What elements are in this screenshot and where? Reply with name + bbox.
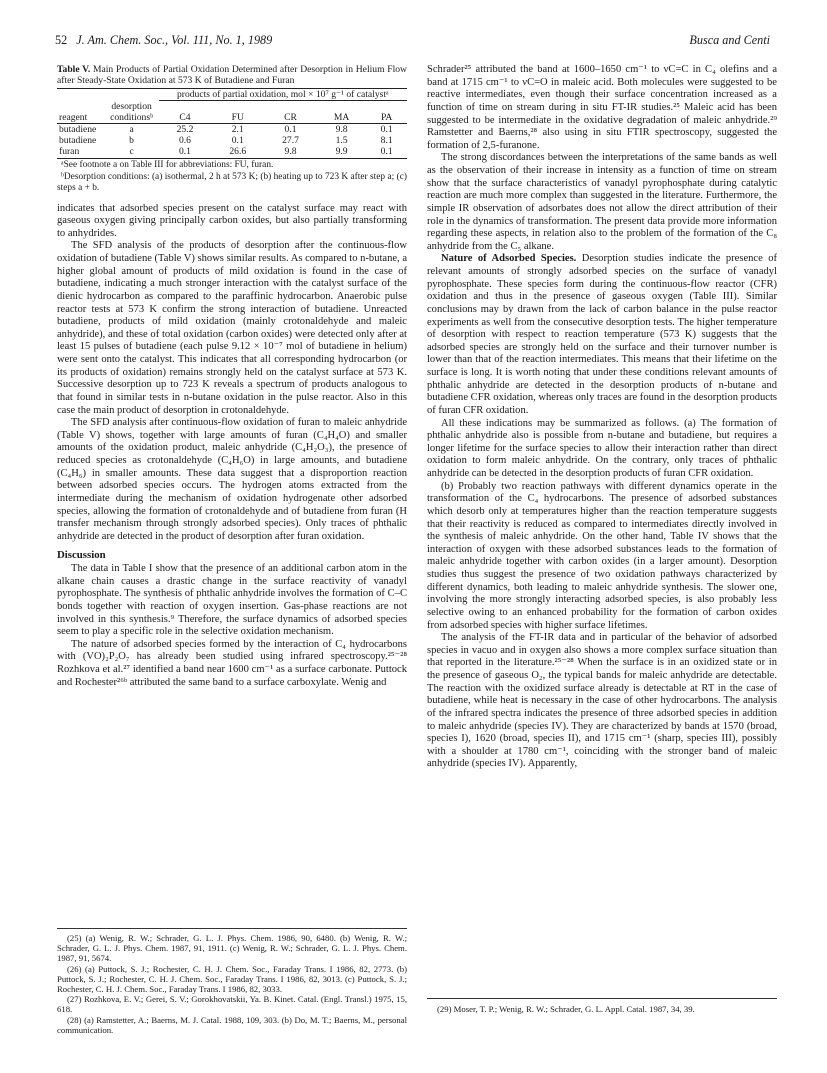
page-number: 52 <box>55 33 68 47</box>
th-reagent: reagent <box>57 112 105 124</box>
left-column <box>57 64 407 689</box>
page-header <box>55 33 770 49</box>
table-caption <box>57 64 407 87</box>
cell-value: 0.6 <box>178 135 191 147</box>
reference-item: (25) (a) Wenig, R. W.; Schrader, G. L. J. Phys. Chem. 1986, 90, 6480. (b) Wenig, R. W.; Schrader, G. L. J. Phys. Chem. 1987, 91, 1911. (c) Wenig, R. W.; Schrader, G. L. J. Phys. Chem. 1987, 91, 5674. <box>57 933 407 964</box>
running-authors: Busca and Centi <box>689 33 770 47</box>
cell-cond: b <box>129 135 134 147</box>
th-ma: MA <box>317 112 366 124</box>
right-paragraph-2: The strong discordances between the interpretations of the same bands as well as the observation of their increase in intensity as a function of time on stream show that the surface characteristics of vanadyl pyrophosphate during catalytic reaction are much more complex than suggested in the literature. Furthermore, the simple IR observation of adsorbates does not allow the direct attribution of their role in the dynamics of transformation. The present data provide more information regarding these aspects, in relation also to the problem of the formation of the C₈ anhydride from the C₅ alkane. <box>427 152 777 252</box>
left-paragraph-2: The SFD analysis of the products of desorption after the continuous-flow oxidation of butadiene (Table V) shows similar results. As compared to n-butane, a higher global amount of products of mild oxidation is found in the case of butadiene, indicating a much stronger interaction with the catalyst surface of the dienic hydrocarbon as compared to the paraffinic hydrocarbon. Anaerobic pulse reactor tests at 573 K confirm the strong interaction of butadiene. Unreacted butadiene, products of mild oxidation (mainly crotonaldehyde and maleic anhydride), and these of total oxidation (carbon oxides) were detected only after at least 15 pulses of butadiene (each pulse 9.12 × 10⁻⁷ mol of butadiene in helium) were sent onto the catalyst. This indicates that all corresponding hydrocarbon (or its products of oxidation) remains strongly held on the catalyst surface at 573 K. Successive desorption up to 723 K reveals a spectrum of products analogous to that found in similar tests in n-butane oxidation in the pulse reactor. Also in this case the main product of desorption in crotonaldehyde. <box>57 240 407 416</box>
discussion-heading: Discussion <box>57 549 106 562</box>
table-caption-label: Table V. <box>57 64 91 75</box>
cell-value: 9.8 <box>264 146 317 158</box>
cell-value: 0.1 <box>159 146 212 158</box>
cell-value: 8.1 <box>380 135 393 147</box>
nature-heading: Nature of Adsorbed Species. <box>441 253 577 265</box>
table-footnote-a: ᵃSee footnote a on Table III for abbreviations: FU, furan. <box>61 159 274 170</box>
references-left <box>57 928 407 1035</box>
cell-value: 0.1 <box>366 146 407 158</box>
journal-citation: J. Am. Chem. Soc., Vol. 111, No. 1, 1989 <box>76 33 273 47</box>
th-products-group: products of partial oxidation, mol × 10⁷ g⁻¹ of catalystᵃ <box>159 88 407 100</box>
table-v-grid <box>57 88 407 159</box>
left-paragraph-4: The data in Table I show that the presence of an additional carbon atom in the alkane chain causes a drastic change in the surface reactivity of vanadyl pyrophosphate. The synthesis of phthalic anhydride involves the formation of C–C bonds together with reaction of oxygen insertion. Gas-phase reactions are not involved in this synthesis.⁹ Therefore, the surface dynamics of adsorbed species seem to play a specific role in the selective oxidation mechanism. <box>57 563 407 638</box>
th-c4: C4 <box>159 112 212 124</box>
left-paragraph-3: The SFD analysis after continuous-flow oxidation of furan to maleic anhydride (Table V) shows, together with large amounts of furan (C₄H₄O) and smaller amounts of the oxidation product, maleic anhydride (C₄H₂O₃), the presence of reduced species as crotonaldehyde (C₄H₆O) in large amounts, and butadiene (C₄H₆) in smaller amounts. These data suggest that a disproportion reaction between adsorbed species occurs. The hydrogen atoms extracted from the intermediate during the mechanism of oxidation hydrogenate other adsorbed species, allowing the formation of crotonaldehyde and of butadiene from furan (H transfer mechanism through strongly adsorbed species). Only traces of phthalic anhydride are detected in the product of desorption after furan oxidation. <box>57 417 407 542</box>
cell-reagent: butadiene <box>59 135 97 147</box>
reference-item: (26) (a) Puttock, S. J.; Rochester, C. H. J. Chem. Soc., Faraday Trans. I 1986, 82, 2773. (b) Puttock, S. J.; Rochester, C. H. J. Chem. Soc., Faraday Trans. I 1986, 82, 3013. (c) Puttock, S. J.; Rochester, C. H. J. Chem. Soc., Faraday Trans. I 1986, 82, 3033. <box>57 963 407 995</box>
right-paragraph-6: The analysis of the FT-IR data and in particular of the behavior of adsorbed species in vacuo and in oxygen also shows a more complex surface situation than that reported in the literature.²⁵⁻²⁸ When the surface is in an oxidized state or in the presence of gaseous O₂, the typical bands for maleic anhydride are detectable. The reaction with the oxidized surface already is detectable at RT in the case of butadiene, while heat is necessary in the case of other hydrocarbons. The analysis of the infrared spectra indicates the presence of three adsorbed species in addition to maleic anhydride (species IV). They are characterized by bands at 1570 (broad, species I), 1620 (broad, species II), and 1715 cm⁻¹ (sharp, species III), possibly with a shoulder at 1780 cm⁻¹, coinciding with the stronger band of maleic anhydride (species IV). Apparently, <box>427 632 777 770</box>
th-blank-2 <box>105 88 159 100</box>
references-right <box>427 998 777 1014</box>
th-blank-1 <box>57 88 105 100</box>
reference-item: (29) Moser, T. P.; Wenig, R. W.; Schrader, G. L. Appl. Catal. 1987, 34, 39. <box>437 1004 695 1014</box>
table-row <box>57 123 407 135</box>
th-pa: PA <box>366 112 407 124</box>
right-paragraph-3-text: Desorption studies indicate the presence of relevant amounts of strongly adsorbed species on the surface of vanadyl pyrophosphate. These species form during the continuous-flow reactor (CFR) oxidation and thus in the presence of gaseous oxygen (Table III). Similar conclusions may by drawn from the lack of carbon balance in the pulse reactor experiments as well from the consecutive desorption tests. The higher temperature of desorption with respect to reaction temperature (573 K) suggests that the adsorbed species are strongly held on the surface and their turnover number is lower than that of the reaction intermediates. This means that their lifetime on the surface is long. It is worth noting that under these conditions relevant amounts of phthalic anhydride are detected in the desorption products of n-butane and butadiene CFR oxidation, whereas only traces are found in the desorption products of furan CFR oxidation. <box>427 253 777 416</box>
left-paragraph-1: indicates that adsorbed species present on the catalyst surface may react with gaseous oxygen giving principally carbon oxides, but also partially transforming to anhydrides. <box>57 202 407 239</box>
cell-value: 2.1 <box>231 123 244 135</box>
cell-cond: c <box>105 146 159 158</box>
right-paragraph-1: Schrader²⁵ attributed the band at 1600–1650 cm⁻¹ to νC=C in C₄ olefins and a band at 1715 cm⁻¹ to νC=O in maleic acid. Both molecules were suggested to be reactive intermediates, even though their surface concentration increased as a function of time on stream during in situ FT-IR studies.²⁵ Maleic acid has been suggested to be intermediate in the oxidative degradation of maleic anhydride.²⁹ Ramstetter and Baerns,²⁸ also using in situ FTIR spectroscopy, suggested the formation of 2,5-furanone. <box>427 64 777 151</box>
cell-value: 0.1 <box>284 123 297 135</box>
cell-value: 0.1 <box>231 135 244 147</box>
reference-item: (27) Rozhkova, E. V.; Gerei, S. V.; Gorokhovatskii, Ya. B. Kinet. Catal. (Engl. Transl.) 1975, 15, 618. <box>57 994 407 1015</box>
left-paragraph-5: The nature of adsorbed species formed by the interaction of C₄ hydrocarbons with (VO)₂P₂O₇ has already been studied using infrared spectroscopy.²⁵⁻²⁸ Rozhkova et al.²⁷ identified a band near 1600 cm⁻¹ as a surface carbonate. Puttock and Rochester²⁶ᵇ attributed the same band to a surface carboxylate. Wenig and <box>57 638 407 688</box>
right-paragraph-5: (b) Probably two reaction pathways with different dynamics operate in the transformation of the C₄ hydrocarbons. The presence of adsorbed substances which desorb only at temperatures higher than the reaction temperature suggests that their reactivity is reduced as compared to intermediates directly involved in the synthesis of maleic anhydride. On the other hand, Table IV shows that the interaction of oxygen with these adsorbed substances leads to the formation of maleic anhydride together with carbon oxides (in a larger amount). Desorption studies thus suggest the presence of two oxidation pathways characterized by different dynamics, both leading to maleic anhydride synthesis. The slower one, involving the more strongly interacting adsorbed species, is also probably less selective owing to an enhanced probability for the formation of carbon oxides from adsorbed species with higher surface lifetimes. <box>427 480 777 631</box>
th-conditions-bottom: conditionsᵇ <box>105 112 159 124</box>
table-footnote-b: ᵇDesorption conditions: (a) isothermal, 2 h at 573 K; (b) heating up to 723 K after step a; (c) steps a + b. <box>57 171 407 193</box>
th-fu: FU <box>211 112 264 124</box>
table-row <box>57 135 407 146</box>
cell-value: 9.8 <box>335 123 348 135</box>
table-v <box>57 64 407 194</box>
right-column <box>427 64 777 771</box>
th-cr: CR <box>264 112 317 124</box>
th-blank-3 <box>57 101 105 112</box>
th-spacer <box>159 101 407 112</box>
th-conditions-top: desorption <box>111 100 152 112</box>
cell-value: 1.5 <box>335 135 348 147</box>
cell-value: 25.2 <box>176 123 194 135</box>
right-paragraph-3 <box>427 253 777 417</box>
cell-value: 26.6 <box>211 146 264 158</box>
table-row <box>57 146 407 158</box>
right-paragraph-4: All these indications may be summarized as follows. (a) The formation of phthalic anhydride also is possible from n-butane and butadiene, but requires a longer lifetime for the surface species to allow their interaction rather than direct oxidation to form maleic anhydride. On the contrary, only traces of phthalic anhydride can be detected in the desorption products of furan CFR oxidation. <box>427 417 777 479</box>
cell-value: 9.9 <box>317 146 366 158</box>
table-caption-text: Main Products of Partial Oxidation Determined after Desorption in Helium Flow after Steady-State Oxidation at 573 K of Butadiene and Furan <box>57 64 407 87</box>
cell-reagent: furan <box>57 146 105 158</box>
cell-value: 0.1 <box>380 123 393 135</box>
cell-value: 27.7 <box>282 135 299 147</box>
reference-item: (28) (a) Ramstetter, A.; Baerns, M. J. Catal. 1988, 109, 303. (b) Do, M. T.; Baerns, M., personal communication. <box>57 1014 407 1035</box>
cell-reagent: butadiene <box>59 123 97 135</box>
cell-cond: a <box>129 123 134 135</box>
